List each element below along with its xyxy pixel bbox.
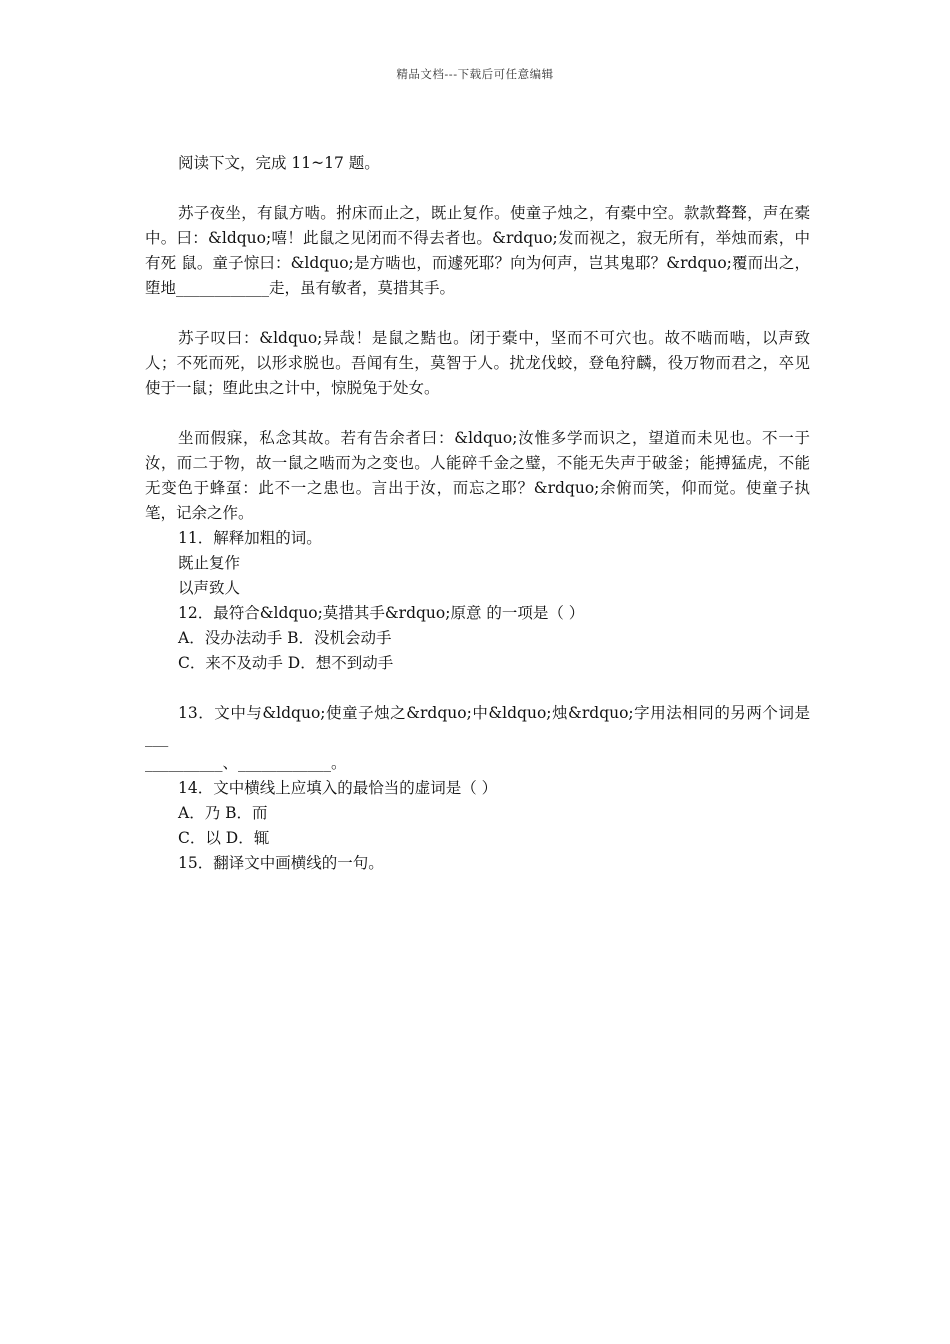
question-11-term-a: 既止复作 [178,554,241,572]
question-12-options-ab: A．没办法动手 B．没机会动手 [178,629,392,647]
instruction-text: 阅读下文，完成 11~17 题。 [178,154,380,172]
question-14-title: 14．文中横线上应填入的最恰当的虚词是（ ） [178,779,498,797]
question-14-options-cd: C．以 D．辄 [178,829,270,847]
question-11-term-b: 以声致人 [178,579,241,597]
passage-paragraph-3: 坐而假寐，私念其故。若有告余者曰：&ldquo;汝惟多学而识之，望道而未见也。不一于 汝，而二于物，故一鼠之啮而为之变也。人能碎千金之璧，不能无失声于破釜；能搏猛虎，不能无变色于蜂虿：此不一之患也。言出于汝，而忘之耶？&rdquo;余俯而笑，仰而觉。使童子执笔，记余之作。 [145,429,810,522]
question-13-title-text: 13．文中与&ldquo;使童子烛之&rdquo;中&ldquo;烛&rdquo;字用法相同的另两个词是___ [145,704,810,747]
passage-paragraph-1: 苏子夜坐，有鼠方啮。拊床而止之，既止复作。使童子烛之，有橐中空。款款聱聱，声在橐中。曰：&ldquo;嘻！此鼠之见闭而不得去者也。&rdquo;发而视之，寂无所有，举烛而索，中有死 鼠。童子惊曰：&ldquo;是方啮也，而遽死耶？向为何声，岂其鬼耶？&rdquo;覆而出之，堕地____________走，虽有敏者，莫措其手。 [145,204,810,297]
question-15-title: 15．翻译文中画横线的一句。 [178,854,384,872]
document-body [145,151,810,876]
passage-paragraph-2: 苏子叹曰：&ldquo;异哉！是鼠之黠也。闭于橐中，坚而不可穴也。故不啮而啮，以声致人；不死而死，以形求脱也。吾闻有生，莫智于人。扰龙伐蛟，登龟狩麟，役万物而君之，卒见使于一鼠；堕此虫之计中，惊脱兔于处女。 [145,329,810,397]
question-13-title [145,701,810,776]
question-12-title: 12．最符合&ldquo;莫措其手&rdquo;原意 的一项是（ ） [178,604,585,622]
page-header: 精品文档---下载后可任意编辑 [396,67,554,81]
question-14-options-ab: A．乃 B．而 [178,804,268,822]
question-11-title: 11．解释加粗的词。 [178,529,322,547]
question-12-options-cd: C．来不及动手 D．想不到动手 [178,654,394,672]
question-13-blanks: __________、____________。 [145,754,347,772]
